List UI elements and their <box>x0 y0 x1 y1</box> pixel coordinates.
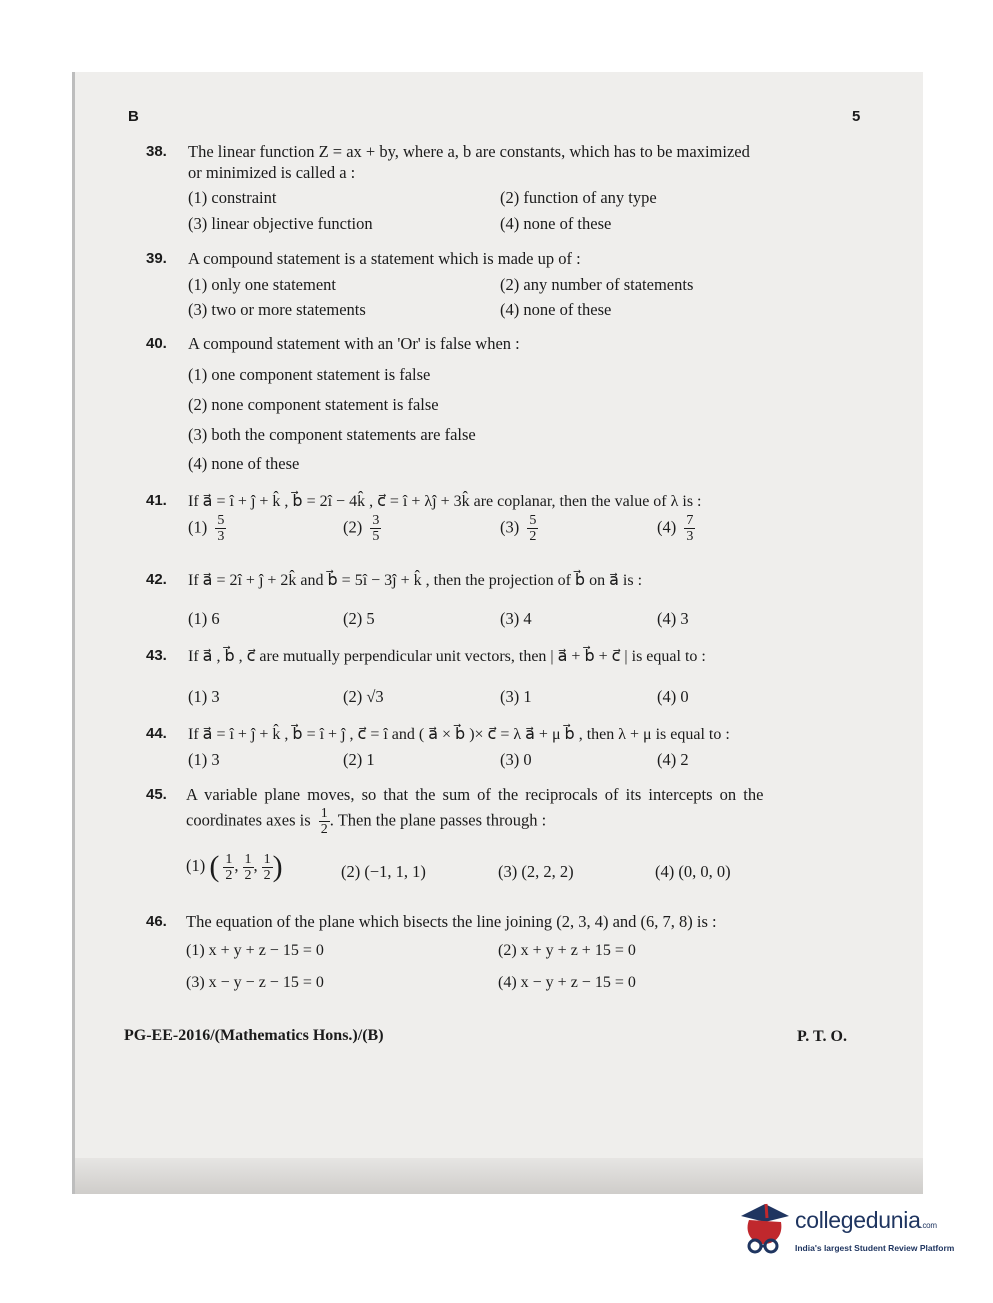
option: (4) none of these <box>500 214 612 233</box>
option: (2) any number of statements <box>500 275 694 294</box>
question-text: or minimized is called a : <box>188 163 356 182</box>
option-label: (1) <box>186 855 206 875</box>
question-text: A compound statement is a statement which is made up of : <box>188 249 581 268</box>
option <box>500 513 538 544</box>
question-text: If a⃗ = î + ĵ + k̂ , b⃗ = 2î − 4k̂ , c⃗ = î + λĵ + 3k̂ are coplanar, then the value of λ is : <box>188 493 702 510</box>
option: (3) both the component statements are false <box>188 425 476 444</box>
option: (2) none component statement is false <box>188 395 439 414</box>
question-text: If a⃗ = 2î + ĵ + 2k̂ and b⃗ = 5î − 3ĵ + k̂ , then the projection of b⃗ on a⃗ is : <box>188 572 643 589</box>
paper-code: PG-EE-2016/(Mathematics Hons.)/(B) <box>124 1027 384 1044</box>
question-number: 39. <box>146 250 167 267</box>
question-text: A variable plane moves, so that the sum of the reciprocals of its intercepts on the <box>186 785 764 804</box>
fraction: $\frac{5}{3}$ <box>217 513 225 544</box>
question-number: 46. <box>146 913 167 930</box>
scanned-page <box>72 72 923 1194</box>
option: (2) 1 <box>343 750 375 769</box>
question-number: 41. <box>146 492 167 509</box>
option: (1) only one statement <box>188 275 337 294</box>
option-label: (3) <box>500 517 520 537</box>
fraction: $\frac{3}{5}$ <box>372 513 380 544</box>
option: (2) √3 <box>343 687 384 706</box>
option: (4) none of these <box>188 454 300 473</box>
option: (2) (−1, 1, 1) <box>341 862 426 881</box>
fraction: $\frac{1}{2}$ <box>225 851 233 883</box>
option: (3) 1 <box>500 687 532 706</box>
question-number: 42. <box>146 571 167 588</box>
paren-left: ( <box>209 850 220 883</box>
brand-tagline: India's largest Student Review Platform <box>795 1243 955 1253</box>
option: (3) 0 <box>500 750 532 769</box>
fraction: $\frac{1}{2}$ <box>320 806 328 837</box>
paren-right: ) <box>272 850 283 883</box>
option: (1) 3 <box>188 687 220 706</box>
question-text: The equation of the plane which bisects the line joining (2, 3, 4) and (6, 7, 8) is : <box>186 912 717 931</box>
option: (3) two or more statements <box>188 300 366 319</box>
option: (3) x − y − z − 15 = 0 <box>186 974 324 991</box>
option: (3) (2, 2, 2) <box>498 862 574 881</box>
text-part: coordinates axes is <box>186 810 311 830</box>
series-letter: B <box>128 108 139 125</box>
fraction: $\frac{5}{2}$ <box>529 513 537 544</box>
option <box>657 513 695 544</box>
option: (2) 5 <box>343 609 375 628</box>
scan-shadow <box>75 1158 923 1194</box>
option: (3) linear objective function <box>188 214 373 233</box>
question-text: The linear function Z = ax + by, where a, b are constants, which has to be maximized <box>188 142 750 161</box>
question-text <box>186 806 546 837</box>
question-text: If a⃗ = î + ĵ + k̂ , b⃗ = î + ĵ , c⃗ = î and ( a⃗ × b⃗ )× c⃗ = λ a⃗ + μ b⃗ , then λ + μ is equal to : <box>188 726 730 743</box>
question-number: 43. <box>146 647 167 664</box>
text-part: . Then the plane passes through : <box>329 810 547 830</box>
option: (2) x + y + z + 15 = 0 <box>498 942 636 959</box>
fraction: $\frac{7}{3}$ <box>686 513 694 544</box>
option: (4) 3 <box>657 609 689 628</box>
option: (1) 3 <box>188 750 220 769</box>
brand-name[interactable]: collegedunia.com <box>795 1207 937 1233</box>
option: (1) one component statement is false <box>188 365 431 384</box>
fraction: $\frac{1}{2}$ <box>263 851 271 883</box>
pto-label: P. T. O. <box>797 1028 847 1045</box>
fraction: $\frac{1}{2}$ <box>244 851 252 883</box>
option-label: (1) <box>188 517 208 537</box>
option <box>188 513 226 544</box>
option: (1) 6 <box>188 609 220 628</box>
option: (4) 0 <box>657 687 689 706</box>
option: (4) x − y + z − 15 = 0 <box>498 974 636 991</box>
question-text: If a⃗ , b⃗ , c⃗ are mutually perpendicular unit vectors, then | a⃗ + b⃗ + c⃗ | is equal to : <box>188 648 706 665</box>
page-number: 5 <box>852 108 861 125</box>
option: (4) none of these <box>500 300 612 319</box>
option <box>343 513 381 544</box>
option: (1) x + y + z − 15 = 0 <box>186 942 324 959</box>
question-number: 45. <box>146 786 167 803</box>
option-label: (4) <box>657 517 677 537</box>
option: (3) 4 <box>500 609 532 628</box>
option: (1) constraint <box>188 188 277 207</box>
option-label: (2) <box>343 517 363 537</box>
question-number: 44. <box>146 725 167 742</box>
question-number: 38. <box>146 143 167 160</box>
question-number: 40. <box>146 335 167 352</box>
option: (4) 2 <box>657 750 689 769</box>
brand-suffix: .com <box>920 1221 937 1230</box>
question-text: A compound statement with an 'Or' is false when : <box>188 334 520 353</box>
option: (1) ( $\frac{1}{2}$ , $\frac{1}{2}$ , $\frac{1}{2}$ ) <box>186 850 283 883</box>
option: (4) (0, 0, 0) <box>655 862 731 881</box>
option: (2) function of any type <box>500 188 657 207</box>
